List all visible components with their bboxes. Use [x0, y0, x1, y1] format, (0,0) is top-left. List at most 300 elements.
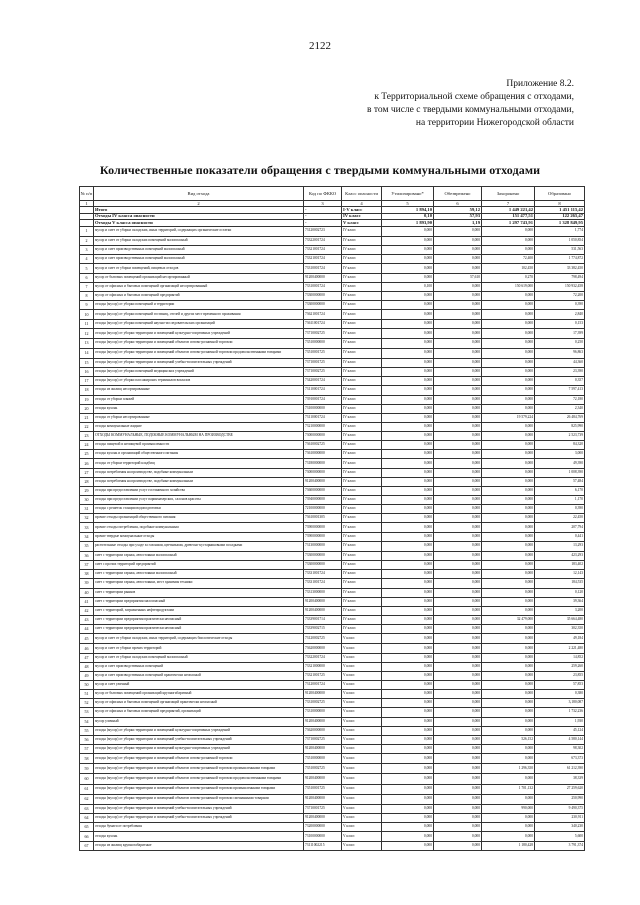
cell-class: IV класс — [342, 246, 382, 255]
cell-code: 73000000000 — [304, 432, 342, 441]
cell-name: отходы (мусор) от уборки помещений научно-исследовательских организаций — [94, 320, 304, 329]
cell-name: мусор от бытовых помещений организаций несортированный — [94, 273, 304, 282]
cell-buried: 1 180,428 — [482, 841, 535, 850]
cell-utilized: 0,000 — [382, 764, 434, 774]
cell-buried: 0,000 — [482, 606, 535, 615]
cell-formed: 1,170 — [535, 496, 585, 505]
cell-num: 1 — [80, 226, 94, 236]
cell-treated: 0,000 — [434, 477, 482, 486]
cell-formed: 26 484,769 — [535, 413, 585, 422]
cell-num — [80, 220, 94, 227]
cell-buried: 0,000 — [482, 358, 535, 367]
table-row — [80, 794, 585, 804]
cell-class: IV класс — [342, 291, 382, 300]
cell-name: отходы бумаги от потребления — [94, 823, 304, 832]
cell-num: 36 — [80, 551, 94, 560]
cell-treated: 0,000 — [434, 606, 482, 615]
cell-utilized: 1 893,90 — [382, 220, 434, 227]
cell-code: 73321001725 — [304, 671, 342, 680]
cell-formed: 122 265,47 — [535, 213, 585, 220]
summary-row — [80, 213, 585, 220]
cell-code: 73110001724 — [304, 386, 342, 395]
cell-treated: 0,000 — [434, 368, 482, 377]
cell-buried: 0,000 — [482, 754, 535, 764]
cell-name: мусор и смет производственных помещений практически неопасный — [94, 671, 304, 680]
table-row — [80, 561, 585, 570]
cell-utilized: 1 894,10 — [382, 207, 434, 214]
cell-treated: 0,000 — [434, 671, 482, 680]
cell-num: 46 — [80, 644, 94, 653]
cell-utilized: 0,000 — [382, 236, 434, 245]
cell-formed: 0,441 — [535, 532, 585, 541]
cell-formed: 0,120 — [535, 588, 585, 597]
cell-class: IV класс — [342, 561, 382, 570]
table-row — [80, 236, 585, 245]
cell-treated: 0,000 — [434, 708, 482, 717]
cell-class: IV класс — [342, 338, 382, 348]
cell-code: 73710002725 — [304, 368, 342, 377]
cell-num: 35 — [80, 541, 94, 551]
cell-formed: 3,180,087 — [535, 699, 585, 708]
cell-name: мусор и смет от уборки складских помещений малоопасный — [94, 236, 304, 245]
cell-name: отходы потребления на производстве, подобные коммунальным — [94, 468, 304, 477]
cell-utilized: 0,000 — [382, 255, 434, 264]
cell-num: 9 — [80, 300, 94, 309]
cell-formed: 423,293 — [535, 551, 585, 560]
cell-num: 54 — [80, 717, 94, 726]
cell-treated: 0,000 — [434, 459, 482, 468]
cell-buried: 0,000 — [482, 832, 535, 841]
cell-treated: 0,000 — [434, 236, 482, 245]
table-row — [80, 634, 585, 644]
cell-num: 12 — [80, 329, 94, 338]
cell-num: 49 — [80, 671, 94, 680]
column-number: 4 — [342, 201, 382, 207]
cell-name: отходы (мусор) от уборки территории и помещений учебно-воспитательных учреждений — [94, 814, 304, 823]
cell-class: V класс — [342, 671, 382, 680]
cell-formed: 38,339 — [535, 774, 585, 784]
cell-num: 61 — [80, 784, 94, 794]
cell-utilized: 0,000 — [382, 338, 434, 348]
cell-formed: 3,000 — [535, 450, 585, 459]
cell-treated: 0,000 — [434, 774, 482, 784]
cell-num: 39 — [80, 579, 94, 588]
cell-formed: 340,230 — [535, 823, 585, 832]
cell-treated: 0,000 — [434, 735, 482, 744]
table-row — [80, 784, 585, 794]
cell-name: отходы кухонь — [94, 832, 304, 841]
table-row — [80, 774, 585, 784]
cell-name: смет с территории рынков — [94, 588, 304, 597]
cell-treated: 0,000 — [434, 541, 482, 551]
cell-code: 91200400000 — [304, 606, 342, 615]
cell-buried: 0,000 — [482, 291, 535, 300]
cell-utilized: 0,000 — [382, 246, 434, 255]
cell-buried: 0,000 — [482, 570, 535, 579]
cell-utilized: 0,000 — [382, 735, 434, 744]
table-row — [80, 541, 585, 551]
cell-treated: 0,000 — [434, 413, 482, 422]
cell-class: IV класс — [342, 255, 382, 264]
cell-code: 73120001724 — [304, 680, 342, 689]
cell-class: IV класс — [342, 413, 382, 422]
cell-formed: 259,260 — [535, 662, 585, 671]
cell-class: IV класс — [342, 320, 382, 329]
cell-class: IV класс — [342, 386, 382, 395]
cell-formed: 1 451 115,42 — [535, 207, 585, 214]
cell-treated: 0,000 — [434, 358, 482, 367]
table-row — [80, 615, 585, 624]
cell-utilized: 0,100 — [382, 282, 434, 291]
cell-utilized: 0,000 — [382, 653, 434, 662]
cell-treated: 0,000 — [434, 338, 482, 348]
cell-name: отходы (мусор) от уборки территории и помещений учебно-воспитательных учреждений — [94, 735, 304, 744]
table-row — [80, 300, 585, 309]
cell-code: 73339002715 — [304, 625, 342, 634]
cell-buried: 0,000 — [482, 395, 535, 404]
cell-code: 73310000000 — [304, 708, 342, 717]
table-row — [80, 377, 585, 386]
cell-buried: 0,270 — [482, 273, 535, 282]
cell-buried: 0,000 — [482, 690, 535, 699]
cell-num: 62 — [80, 794, 94, 804]
cell-treated: 0,000 — [434, 523, 482, 532]
cell-name: мусор и смет от уборки складских помещений малоопасный — [94, 653, 304, 662]
appendix-line: в том числе с твердыми коммунальными отходами, — [367, 105, 574, 115]
cell-treated: 0,000 — [434, 246, 482, 255]
cell-class: IV класс — [342, 226, 382, 236]
cell-utilized: 0,000 — [382, 358, 434, 367]
summary-row — [80, 220, 585, 227]
cell-formed: 9 490,375 — [535, 805, 585, 814]
cell-code: 73130000000 — [304, 541, 342, 551]
cell-utilized: 0,000 — [382, 561, 434, 570]
cell-class: IV класс — [342, 496, 382, 505]
cell-num: 7 — [80, 282, 94, 291]
cell-treated: 0,000 — [434, 823, 482, 832]
cell-num: 55 — [80, 726, 94, 735]
cell-name: отходы (мусор) от уборки территории и помещений объектов оптово-розничной торговли промышленными товарами — [94, 784, 304, 794]
cell-class: IV класс — [342, 236, 382, 245]
cell-treated: 57,93 — [434, 213, 482, 220]
cell-utilized: 0,000 — [382, 496, 434, 505]
cell-buried: 0,000 — [482, 236, 535, 245]
cell-utilized: 0,000 — [382, 459, 434, 468]
cell-buried: 0,000 — [482, 386, 535, 395]
cell-treated: 0,000 — [434, 832, 482, 841]
cell-utilized: 0,000 — [382, 541, 434, 551]
waste-indicators-table — [79, 186, 585, 851]
cell-buried: 990,000 — [482, 805, 535, 814]
cell-treated: 0,000 — [434, 551, 482, 560]
cell-name: прочие отходы организаций общественного питания — [94, 514, 304, 523]
cell-treated: 0,000 — [434, 615, 482, 624]
header-class: Класс опасности — [342, 187, 382, 201]
cell-buried: 0,000 — [482, 468, 535, 477]
cell-formed: 250,990 — [535, 794, 585, 804]
cell-treated: 0,000 — [434, 282, 482, 291]
cell-name: отходы от уборки территорий кладбищ — [94, 459, 304, 468]
column-number: 3 — [304, 201, 342, 207]
cell-utilized: 0,000 — [382, 794, 434, 804]
table-row — [80, 671, 585, 680]
table-row — [80, 841, 585, 850]
cell-class: V класс — [342, 634, 382, 644]
cell-code: 73620000000 — [304, 644, 342, 653]
cell-code: 73313000000 — [304, 588, 342, 597]
header-utilized: Утилизировано* — [382, 187, 434, 201]
table-row — [80, 764, 585, 774]
cell-num: 24 — [80, 441, 94, 450]
cell-name: смет с территории предприятия практически неопасный — [94, 625, 304, 634]
cell-class: IV класс — [342, 300, 382, 309]
table-row — [80, 588, 585, 597]
cell-name: смет с территории предприятия практически неопасный — [94, 615, 304, 624]
cell-utilized: 0,000 — [382, 551, 434, 560]
cell-buried: 102,450 — [482, 264, 535, 273]
cell-utilized: 0,000 — [382, 570, 434, 579]
cell-treated: 0,000 — [434, 634, 482, 644]
table-row — [80, 273, 585, 282]
cell-num: 19 — [80, 395, 94, 404]
cell-buried: 0,000 — [482, 432, 535, 441]
table-row — [80, 329, 585, 338]
cell-treated: 0,000 — [434, 377, 482, 386]
cell-name: отходы от уборки несортированные — [94, 413, 304, 422]
cell-buried: 0,000 — [482, 625, 535, 634]
cell-formed: 98,302 — [535, 744, 585, 753]
cell-num: 31 — [80, 505, 94, 514]
cell-code: 73300000000 — [304, 561, 342, 570]
cell-num: 27 — [80, 468, 94, 477]
cell-class: V класс — [342, 690, 382, 699]
cell-buried: 0,000 — [482, 348, 535, 358]
column-number: 7 — [482, 201, 535, 207]
cell-buried: 0,000 — [482, 671, 535, 680]
cell-code: 73620000000 — [304, 726, 342, 735]
cell-name: мусор и смет уличный — [94, 680, 304, 689]
cell-class: V класс — [342, 735, 382, 744]
cell-code: 73610000000 — [304, 450, 342, 459]
column-number: 8 — [535, 201, 585, 207]
cell-formed: 23,855 — [535, 671, 585, 680]
cell-num: 58 — [80, 754, 94, 764]
cell-formed: 17,399 — [535, 329, 585, 338]
cell-name: отходы кухонь — [94, 404, 304, 413]
cell-class: IV класс — [342, 551, 382, 560]
cell-num: 41 — [80, 597, 94, 606]
table-row — [80, 805, 585, 814]
cell-code: 73120002725 — [304, 634, 342, 644]
table-row — [80, 699, 585, 708]
table-row — [80, 496, 585, 505]
cell-num: 52 — [80, 699, 94, 708]
cell-treated: 0,000 — [434, 794, 482, 804]
cell-treated: 0,000 — [434, 432, 482, 441]
header-treated: Обезврежено — [434, 187, 482, 201]
cell-num: 42 — [80, 606, 94, 615]
cell-name: мусор от офисных и бытовых помещений организаций несортированный — [94, 282, 304, 291]
cell-class: V класс — [342, 784, 382, 794]
cell-treated: 0,000 — [434, 726, 482, 735]
cell-utilized: 0,000 — [382, 264, 434, 273]
table-row — [80, 644, 585, 653]
cell-class: IV класс — [342, 625, 382, 634]
cell-treated: 0,000 — [434, 699, 482, 708]
cell-code: - — [304, 207, 342, 214]
cell-buried: 72,400 — [482, 255, 535, 264]
cell-num: 14 — [80, 348, 94, 358]
cell-treated: 0,000 — [434, 329, 482, 338]
cell-num — [80, 213, 94, 220]
cell-treated: 0,000 — [434, 653, 482, 662]
cell-formed: 0,357 — [535, 377, 585, 386]
cell-name: отходы коммунальные жидкие — [94, 422, 304, 431]
cell-num: 65 — [80, 823, 94, 832]
cell-code: 73420001724 — [304, 377, 342, 386]
cell-treated: 0,000 — [434, 805, 482, 814]
cell-formed: 0,250 — [535, 338, 585, 348]
cell-name: мусор и смет производственных помещений малоопасный — [94, 255, 304, 264]
cell-formed: 57,853 — [535, 680, 585, 689]
header-code: Код по ФККО — [304, 187, 342, 201]
cell-num: 51 — [80, 690, 94, 699]
cell-utilized: 0,000 — [382, 644, 434, 653]
cell-name: отходы (мусор) от уборки территории и помещений объектов оптово-розничной торговли смешанными товарами — [94, 794, 304, 804]
cell-treated: 0,000 — [434, 441, 482, 450]
table-row — [80, 291, 585, 300]
cell-buried: 32 479,000 — [482, 615, 535, 624]
cell-class: IV класс — [342, 486, 382, 495]
cell-formed: 302,350 — [535, 625, 585, 634]
cell-num: 56 — [80, 735, 94, 744]
cell-treated: 0,000 — [434, 588, 482, 597]
cell-class: IV класс — [342, 264, 382, 273]
cell-class: V класс — [342, 662, 382, 671]
cell-treated: 0,000 — [434, 625, 482, 634]
cell-class: V класс — [342, 644, 382, 653]
cell-code: 73321000000 — [304, 662, 342, 671]
cell-buried: 0,000 — [482, 226, 535, 236]
cell-name: отходы пищевой и непищевой промышленности — [94, 441, 304, 450]
table-row — [80, 514, 585, 523]
cell-class: IV класс — [342, 310, 382, 320]
table-row — [80, 726, 585, 735]
cell-code: 73900000000 — [304, 532, 342, 541]
cell-formed: 531,563 — [535, 246, 585, 255]
cell-formed: 2,840 — [535, 310, 585, 320]
cell-formed: 3,200 — [535, 606, 585, 615]
cell-num: 6 — [80, 273, 94, 282]
table-row — [80, 735, 585, 744]
table-row — [80, 255, 585, 264]
cell-code: 73331001724 — [304, 570, 342, 579]
table-row — [80, 310, 585, 320]
cell-formed: 1 328 849,95 — [535, 220, 585, 227]
cell-utilized: 0,000 — [382, 625, 434, 634]
cell-code: 73339001714 — [304, 615, 342, 624]
cell-utilized: 0,000 — [382, 300, 434, 309]
cell-code: 73610002725 — [304, 441, 342, 450]
column-number: 5 — [382, 201, 434, 207]
cell-class: V класс — [342, 726, 382, 735]
table-row — [80, 680, 585, 689]
cell-utilized: 0,000 — [382, 422, 434, 431]
table-row — [80, 717, 585, 726]
cell-class: IV класс — [342, 329, 382, 338]
cell-treated: 0,000 — [434, 532, 482, 541]
cell-treated: 0,000 — [434, 514, 482, 523]
cell-treated: 0,000 — [434, 348, 482, 358]
cell-formed: 4 580,144 — [535, 735, 585, 744]
cell-buried: 0,000 — [482, 310, 535, 320]
cell-buried: 1 296,350 — [482, 764, 535, 774]
table-row — [80, 653, 585, 662]
table-row — [80, 468, 585, 477]
cell-buried: 0,000 — [482, 774, 535, 784]
cell-treated: 0,000 — [434, 264, 482, 273]
cell-name: отходы потребления на производстве, подобные коммунальным — [94, 477, 304, 486]
cell-utilized: 0,000 — [382, 814, 434, 823]
cell-buried: 1 701,132 — [482, 784, 535, 794]
cell-code: 72100000000 — [304, 505, 342, 514]
cell-treated: 0,000 — [434, 422, 482, 431]
cell-treated: 0,000 — [434, 226, 482, 236]
cell-code: 73510000000 — [304, 754, 342, 764]
cell-treated: 0,000 — [434, 579, 482, 588]
cell-name: Итого — [94, 207, 304, 214]
cell-num: 2 — [80, 236, 94, 245]
cell-code: 91200400000 — [304, 814, 342, 823]
cell-num: 29 — [80, 486, 94, 495]
cell-utilized: 0,000 — [382, 717, 434, 726]
cell-utilized: 0,000 — [382, 532, 434, 541]
cell-utilized: 0,000 — [382, 726, 434, 735]
cell-name: отходы (мусор) от уборки территории и помещений объектов оптово-розничной торговли промышленными товарами — [94, 764, 304, 774]
cell-num: 23 — [80, 432, 94, 441]
cell-buried: 0,000 — [482, 561, 535, 570]
cell-code: - — [304, 220, 342, 227]
table-row — [80, 450, 585, 459]
cell-buried: 1 449 221,42 — [482, 207, 535, 214]
cell-class: IV класс — [342, 606, 382, 615]
cell-code: 73611001724 — [304, 320, 342, 329]
cell-class: V класс — [342, 754, 382, 764]
cell-buried: 0,000 — [482, 814, 535, 823]
cell-formed: 44,360 — [535, 358, 585, 367]
cell-name: отходы из жилищ крупногабаритные — [94, 841, 304, 850]
header-formed: Образовано — [535, 187, 585, 201]
cell-code: 91200400000 — [304, 690, 342, 699]
cell-buried: 0,000 — [482, 823, 535, 832]
table-row — [80, 477, 585, 486]
cell-treated: 0,000 — [434, 754, 482, 764]
cell-utilized: 0,000 — [382, 413, 434, 422]
cell-code: 91200400000 — [304, 744, 342, 753]
cell-treated: 0,000 — [434, 561, 482, 570]
cell-formed: 27 259,620 — [535, 784, 585, 794]
cell-formed: 0,390 — [535, 505, 585, 514]
cell-class: IV класс — [342, 213, 382, 220]
cell-treated: 0,000 — [434, 450, 482, 459]
cell-name: отходы (мусор) от уборки территории и помещений культурно-спортивных учреждений — [94, 744, 304, 753]
cell-formed: 72,200 — [535, 291, 585, 300]
cell-num: 33 — [80, 523, 94, 532]
cell-utilized: 0,000 — [382, 832, 434, 841]
cell-utilized: 0,000 — [382, 320, 434, 329]
cell-class: IV класс — [342, 523, 382, 532]
cell-utilized: 0,000 — [382, 823, 434, 832]
